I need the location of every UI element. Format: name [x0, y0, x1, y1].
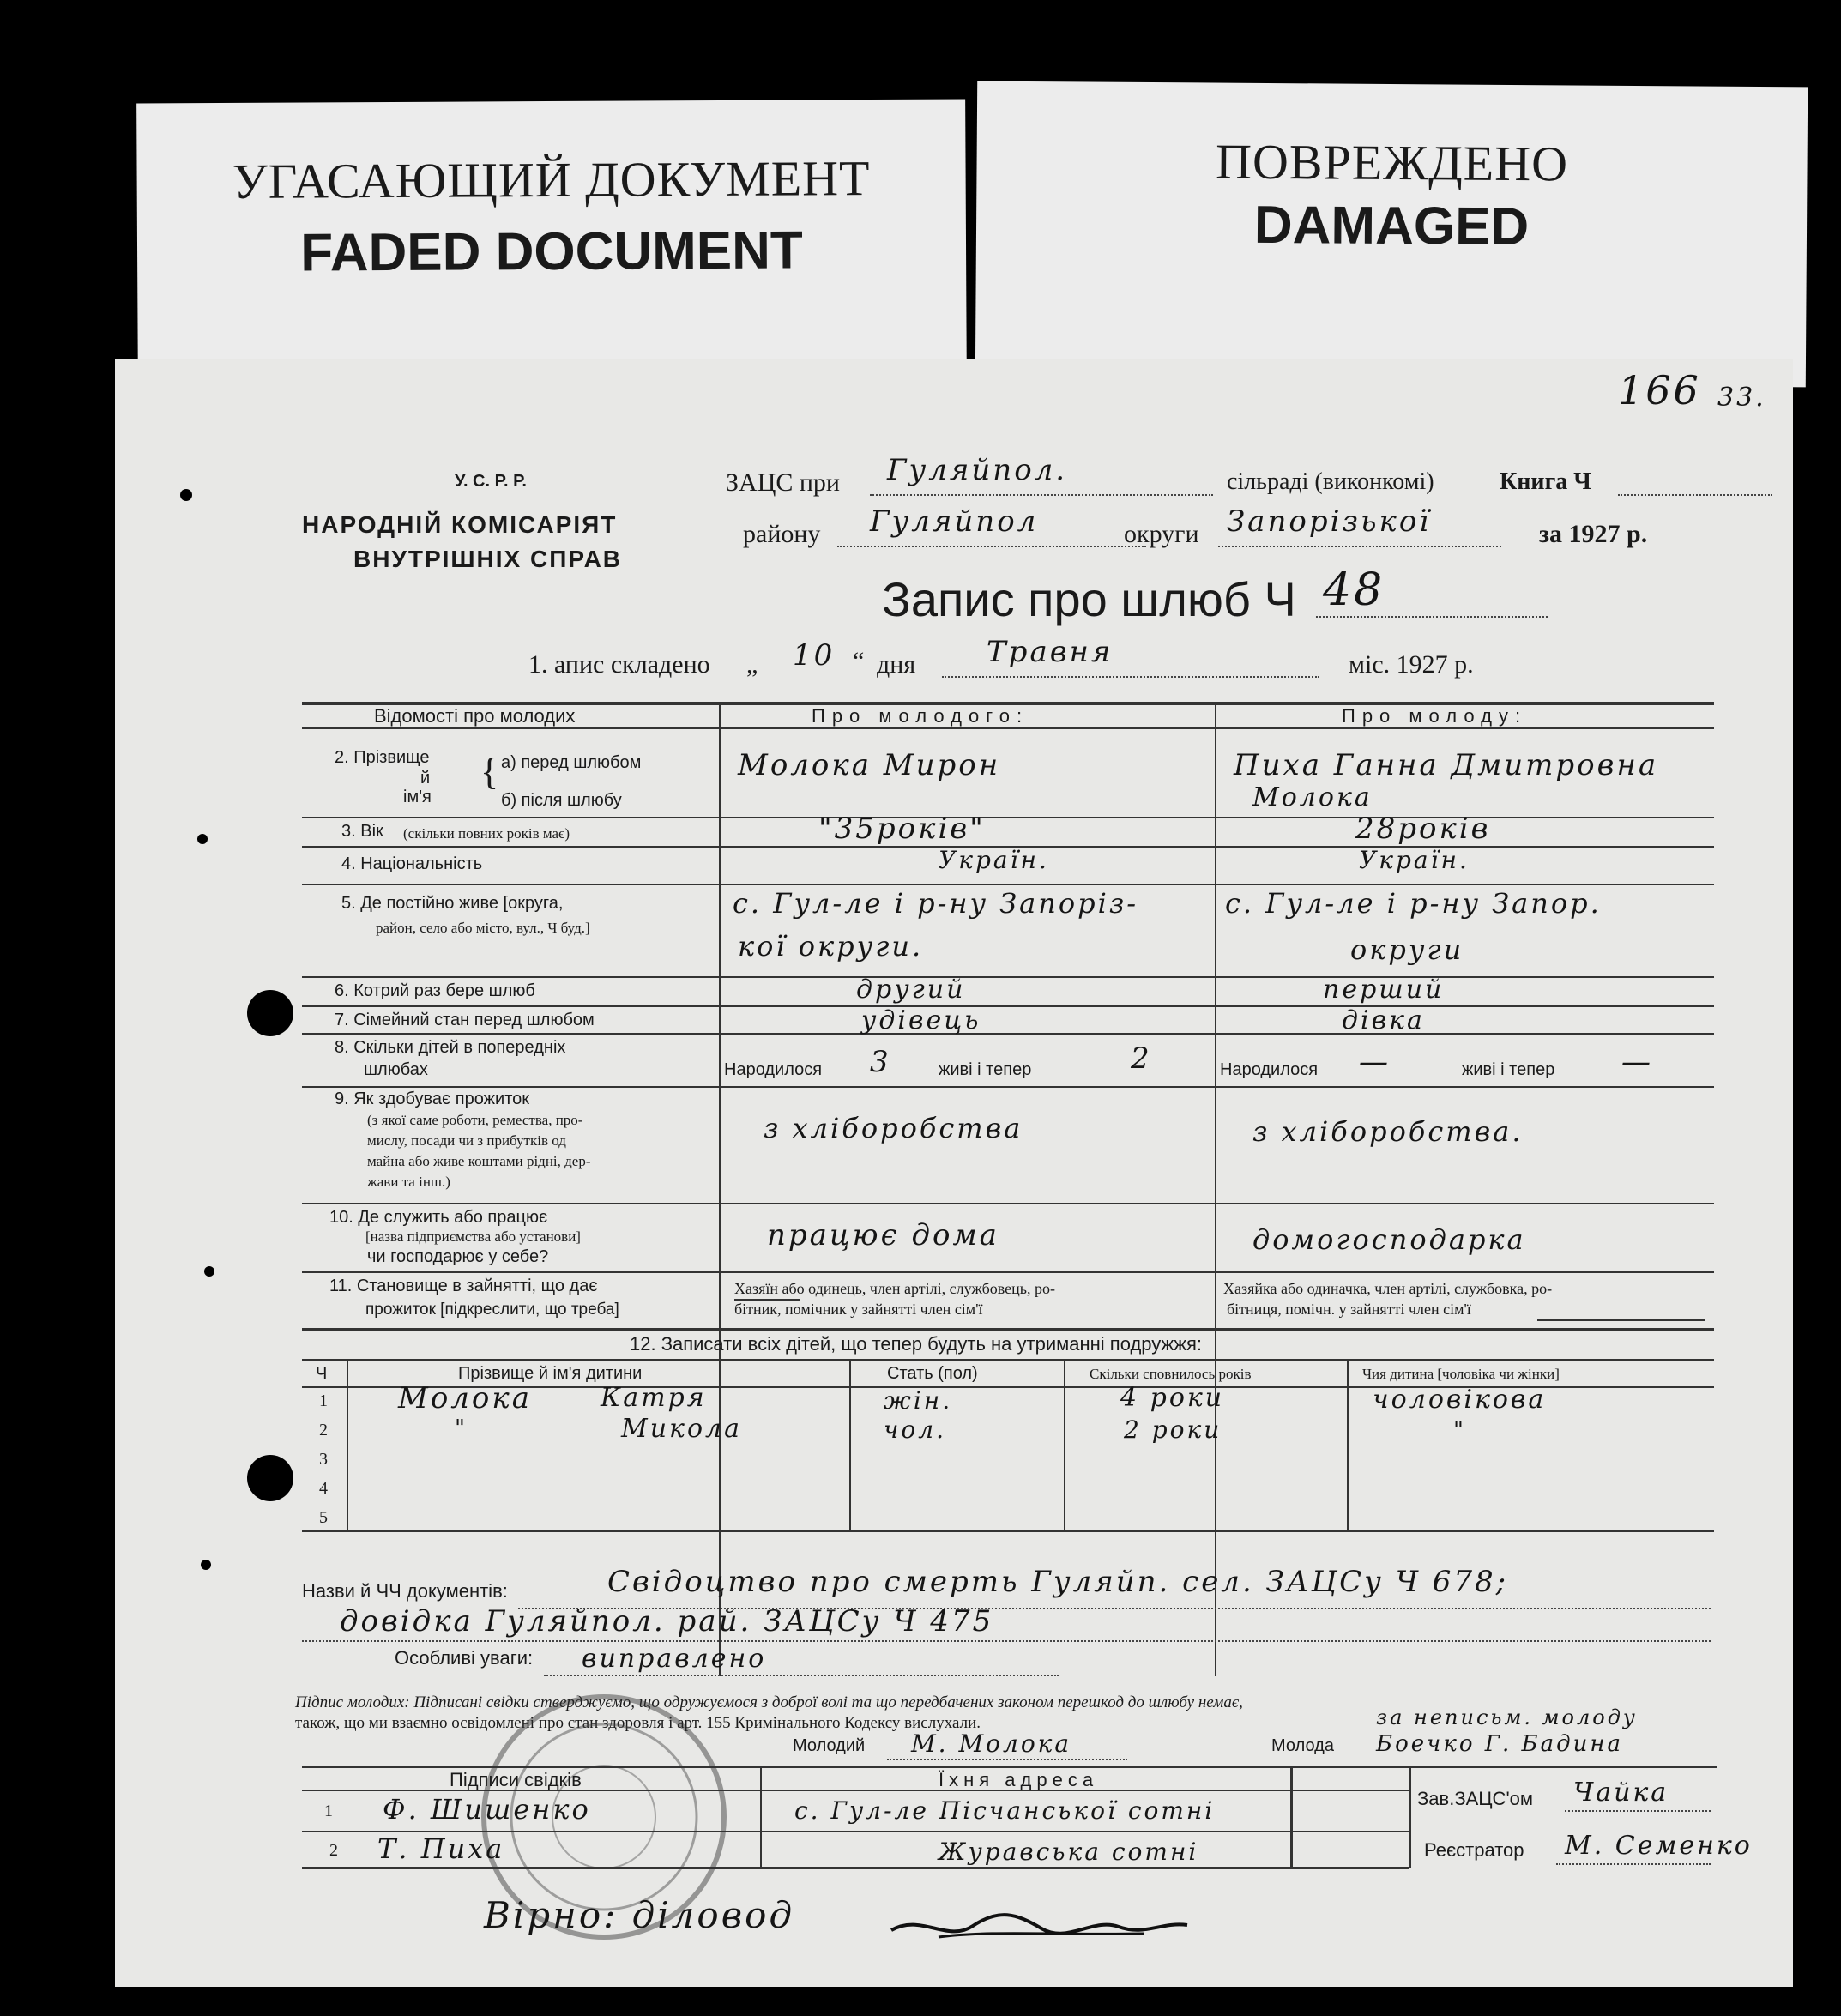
child-surname: "	[455, 1415, 468, 1441]
groom-position-note: Хазяїн або одинець, член артілі, службовець, ро-	[734, 1280, 1055, 1297]
witness-col-address: Їхня адреса	[939, 1769, 1099, 1790]
declaration-text: Підпис молодих: Підписані свідки стверджуємо, що одружуємося з доброї волі та що передбачених законом перешкод до шлюбу немає,	[295, 1693, 1243, 1711]
col-header-info: Відомості про молодих	[374, 705, 576, 727]
faded-document-stamp	[136, 99, 967, 386]
row-label: 8. Скільки дітей в попередніх	[335, 1038, 566, 1057]
row-label: прожиток [підкреслити, що треба]	[365, 1301, 619, 1319]
stamp-damaged-ru: ПОВРЕЖДЕНО	[1215, 133, 1569, 192]
row-label: 11. Становище в зайнятті, що дає	[329, 1277, 598, 1295]
bride-age: 28років	[1355, 812, 1491, 846]
stamp-faded-en: FADED DOCUMENT	[300, 220, 804, 283]
bride-position-note: бітниця, помічн. у зайнятті член сім'ї	[1227, 1301, 1471, 1318]
page-number: 166	[1618, 367, 1701, 413]
commissariat-label: ВНУТРІШНІХ СПРАВ	[353, 546, 623, 572]
row-label: а) перед шлюбом	[501, 753, 642, 772]
groom-alive: 2	[1131, 1041, 1152, 1076]
witness-address: с. Гул-ле Пісчанської сотні	[794, 1796, 1216, 1825]
zags-value: Гуляйпол.	[887, 453, 1068, 487]
children-col-whose: Чия дитина [чоловіка чи жінки]	[1362, 1366, 1560, 1382]
zags-head-signature: Чайка	[1573, 1778, 1669, 1808]
child-whose: чоловікова	[1373, 1385, 1547, 1415]
bride-born-label: Народилося	[1220, 1060, 1319, 1079]
month-year-label: міс. 1927 р.	[1349, 650, 1474, 679]
okrug-value: Запорізької	[1227, 504, 1432, 539]
row-label: майна або живе коштами рідні, дер-	[367, 1153, 591, 1169]
day-label: дня	[877, 650, 916, 679]
registrar-signature: М. Семенко	[1565, 1831, 1753, 1861]
witness-number: 2	[329, 1841, 338, 1860]
witness-signature: Т. Пиха	[377, 1832, 505, 1865]
bride-surname-after: Молока	[1252, 782, 1373, 812]
page-number-secondary: 33.	[1717, 383, 1766, 413]
declaration-text: також, що ми взаємно освідомлені про стан здоровля і арт. 155 Кримінального Кодексу вислухали.	[295, 1714, 981, 1732]
village-council-label: сільраді (виконкомі)	[1227, 468, 1434, 495]
row-label: мислу, посади чи з прибутків од	[367, 1132, 566, 1149]
child-sex: чол.	[884, 1415, 947, 1444]
punch-hole	[247, 1455, 293, 1501]
row-label: [назва підприємства або установи]	[365, 1228, 581, 1245]
bride-livelihood: з хліборобства.	[1252, 1115, 1524, 1148]
groom-age: "35років"	[818, 812, 986, 846]
bride-residence: с. Гул-ле і р-ну Запор.	[1225, 887, 1602, 920]
bride-born: —	[1359, 1045, 1391, 1079]
bride-work: домогосподарка	[1252, 1223, 1526, 1256]
groom-nationality: Україн.	[939, 846, 1049, 874]
child-surname: Молока	[398, 1381, 532, 1415]
groom-signature: М. Молока	[911, 1729, 1072, 1758]
child-age: 2 роки	[1124, 1415, 1222, 1444]
bride-sign-note: за неписьм. молоду	[1376, 1705, 1638, 1729]
bride-residence: округи	[1350, 933, 1464, 966]
groom-position-note: бітник, помічник у зайнятті член сім'ї	[734, 1301, 983, 1318]
children-col-sex: Стать (пол)	[887, 1364, 978, 1383]
bride-alive-label: живі і тепер	[1462, 1060, 1555, 1079]
stamp-faded-ru: УГАСАЮЩИЙ ДОКУМЕНТ	[232, 150, 871, 209]
row-label: 6. Котрий раз бере шлюб	[335, 981, 535, 1000]
zags-label: ЗАЦС при	[726, 468, 840, 497]
children-title: 12. Записати всіх дітей, що тепер будуть на утриманні подружжя:	[630, 1333, 1202, 1355]
punch-hole	[197, 834, 208, 844]
registrar-label: Реєстратор	[1424, 1839, 1524, 1861]
row-label: ім'я	[403, 788, 432, 806]
punch-hole	[247, 990, 293, 1036]
groom-livelihood: з хліборобства	[764, 1112, 1023, 1144]
children-col-name: Прізвище й ім'я дитини	[458, 1364, 643, 1383]
row-label: жави та інш.)	[367, 1174, 450, 1190]
okrug-label: округи	[1124, 520, 1199, 548]
commissariat-label: НАРОДНІЙ КОМІСАРІЯТ	[302, 511, 618, 538]
groom-sign-label: Молодий	[793, 1736, 866, 1755]
bride-marriage-number: перший	[1323, 975, 1445, 1005]
groom-born-label: Народилося	[724, 1060, 823, 1079]
children-col-age: Скільки сповнилось років	[1090, 1366, 1252, 1382]
groom-marriage-number: другий	[856, 975, 966, 1005]
ussr-label: У. С. Р. Р.	[455, 472, 527, 491]
col-header-bride: Про молоду:	[1342, 705, 1528, 727]
signature-flourish	[887, 1896, 1196, 1956]
marriage-record-form: 166 33. У. С. Р. Р. НАРОДНІЙ КОМІСАРІЯТ ВНУТРІШНІХ СПРАВ ЗАЦС при Гуляйпол. сільраді (виконкомі) Книга Ч району Гуляйпол округи Запорізької за 1927 р. Запис про шлюб Ч 48 1. апис складено „ 10 “ дня Травня міс. 1927 р. Відомості про молодих Про молодого: Про молоду: 2. Прізвище й ім'я а) перед шлюбом б) після шлюбу { 3. Вік (скільки повних років має) 4. Національність 5. Де постійно живе [округа, район, село або місто, вул., Ч буд.] 6. Котрий раз бере шлюб 7. Сімейний стан перед шлюбом 8. Скільки дітей в попередніх шлюбах 9. Як здобуває прожиток (з якої саме роботи, ремества, про- мислу, посади чи з прибутків од майна або живе коштами рідні, дер- жави та інш.) 10. Де служить або працює [назва підприємства або установи] чи господарює у себе? 11. Становище в зайнятті, що дає прожиток [підкреслити, що треба] Молока Мирон "35років" Україн. с. Гул-ле і р-ну Запоріз- кої округи. другий удівець Народилося 3 живі і тепер 2 з хліборобства працює дома Хазяїн або одинець, член артілі, службовець, ро- бітник, помічник у зайнятті член сім'ї Пиха Ганна Дмитровна Молока 28років Україн. с. Гул-ле і р-ну Запор. округи перший дівка Народилося — живі і тепер — з хліборобства. домогосподарка Хазяйка або одиначка, член артілі, службовка, ро- бітниця, помічн. у зайнятті член сім'ї 12. Записати всіх дітей, що тепер будуть на утриманні подружжя: Ч Прізвище й ім'я дитини Стать (пол) Скільки сповнилось років Чия дитина [чоловіка чи жінки] 1 Молока Катря жін. 4 роки чоловікова 2 " Микола чол. 2 роки " 3 4 5 Назви й ЧЧ документів: Свідоцтво про смерть Гуляйп. сел. ЗАЦСу Ч 678; довідка Гуляйпол. рай. ЗАЦСу Ч 475 Особливі уваги: виправлено Підпис молодих: Підписані свідки стверджуємо, що одружуємося з доброї волі та що передбачених законом перешкод до шлюбу немає, також, що ми взаємно освідомлені про стан здоровля і арт. 155 Кримінального Кодексу вислухали. Молодий М. Молока Молода за неписьм. молоду Боечко Г. Бадина Підписи свідків Їхня адреса 1 Ф. Шишенко с. Гул-ле Пісчанської сотні 2 Т. Пиха Журавська сотні Зав.ЗАЦС'ом Чайка Реєстратор М. Семенко Вірно: діловод	[115, 359, 1793, 1987]
child-number: 1	[319, 1391, 328, 1410]
col-header-groom: Про молодого:	[812, 705, 1029, 727]
row-label: район, село або місто, вул., Ч буд.]	[376, 920, 590, 936]
row-label: 3. Вік	[341, 822, 383, 841]
district-label: району	[743, 520, 821, 548]
child-number: 4	[319, 1479, 328, 1498]
bride-surname-before: Пиха Ганна Дмитровна	[1234, 748, 1659, 782]
groom-residence: с. Гул-ле і р-ну Запоріз-	[733, 887, 1139, 920]
bride-sign-label: Молода	[1271, 1736, 1334, 1755]
row-label: чи господарює у себе?	[367, 1247, 549, 1266]
punch-hole	[201, 1560, 211, 1570]
special-value: виправлено	[582, 1644, 767, 1674]
documents-line2: довідка Гуляйпол. рай. ЗАЦСу Ч 475	[340, 1604, 994, 1639]
row-label: 4. Національність	[341, 854, 483, 873]
groom-residence: кої округи.	[738, 930, 924, 963]
row-label: 7. Сімейний стан перед шлюбом	[335, 1011, 595, 1029]
bride-status: дівка	[1342, 1005, 1425, 1035]
punch-hole	[204, 1266, 214, 1277]
witness-col-sign: Підписи свідків	[450, 1769, 582, 1790]
child-sex: жін.	[884, 1386, 953, 1415]
groom-status: удівець	[861, 1005, 981, 1035]
groom-born: 3	[870, 1045, 891, 1079]
children-col-num: Ч	[316, 1364, 328, 1383]
book-label: Книга Ч	[1500, 468, 1591, 495]
footer-note: Вірно: діловод	[484, 1894, 795, 1936]
child-number: 3	[319, 1450, 328, 1469]
row-label: б) після шлюбу	[501, 791, 622, 810]
drawn-up-day: 10	[793, 638, 836, 673]
zags-head-label: Зав.ЗАЦС'ом	[1417, 1788, 1534, 1809]
documents-label: Назви й ЧЧ документів:	[302, 1580, 508, 1602]
row-label: (з якої саме роботи, ремества, про-	[367, 1112, 583, 1128]
bride-position-note: Хазяйка або одиначка, член артілі, службовка, ро-	[1223, 1280, 1553, 1297]
stamp-damaged-en: DAMAGED	[1253, 195, 1530, 257]
child-age: 4 роки	[1120, 1383, 1225, 1413]
row-label: 2. Прізвище	[335, 748, 430, 767]
witness-signature: Ф. Шишенко	[383, 1793, 591, 1826]
punch-hole	[180, 489, 192, 501]
documents-line1: Свідоцтво про смерть Гуляйп. сел. ЗАЦСу Ч 678;	[607, 1565, 1509, 1599]
child-number: 5	[319, 1508, 328, 1527]
witness-number: 1	[324, 1802, 333, 1820]
record-title: Запис про шлюб Ч	[882, 572, 1296, 626]
child-number: 2	[319, 1421, 328, 1440]
row-label: 5. Де постійно живе [округа,	[341, 894, 564, 913]
drawn-up-month: Травня	[987, 635, 1114, 669]
bride-nationality: Україн.	[1359, 846, 1470, 874]
witness-address: Журавська сотні	[939, 1838, 1199, 1866]
row-label: й	[420, 769, 431, 788]
record-number: 48	[1323, 564, 1385, 616]
row-label: шлюбах	[364, 1060, 428, 1079]
groom-surname-before: Молока Мирон	[738, 748, 1001, 782]
bride-signature: Боечко Г. Бадина	[1376, 1731, 1623, 1757]
groom-work: працює дома	[767, 1218, 999, 1252]
child-name: Микола	[621, 1414, 743, 1444]
district-value: Гуляйпол	[870, 504, 1039, 539]
bride-alive: —	[1621, 1045, 1653, 1079]
drawn-up-label: 1. апис складено	[528, 650, 710, 679]
row-label: 9. Як здобуває прожиток	[335, 1089, 530, 1108]
row-label: (скільки повних років має)	[403, 825, 570, 842]
damaged-stamp	[975, 81, 1808, 388]
groom-alive-label: живі і тепер	[939, 1060, 1032, 1079]
special-label: Особливі уваги:	[395, 1647, 534, 1669]
year-label: за 1927 р.	[1539, 520, 1648, 548]
row-label: 10. Де служить або працює	[329, 1208, 548, 1227]
child-name: Катря	[601, 1383, 707, 1413]
child-whose: "	[1453, 1417, 1466, 1443]
